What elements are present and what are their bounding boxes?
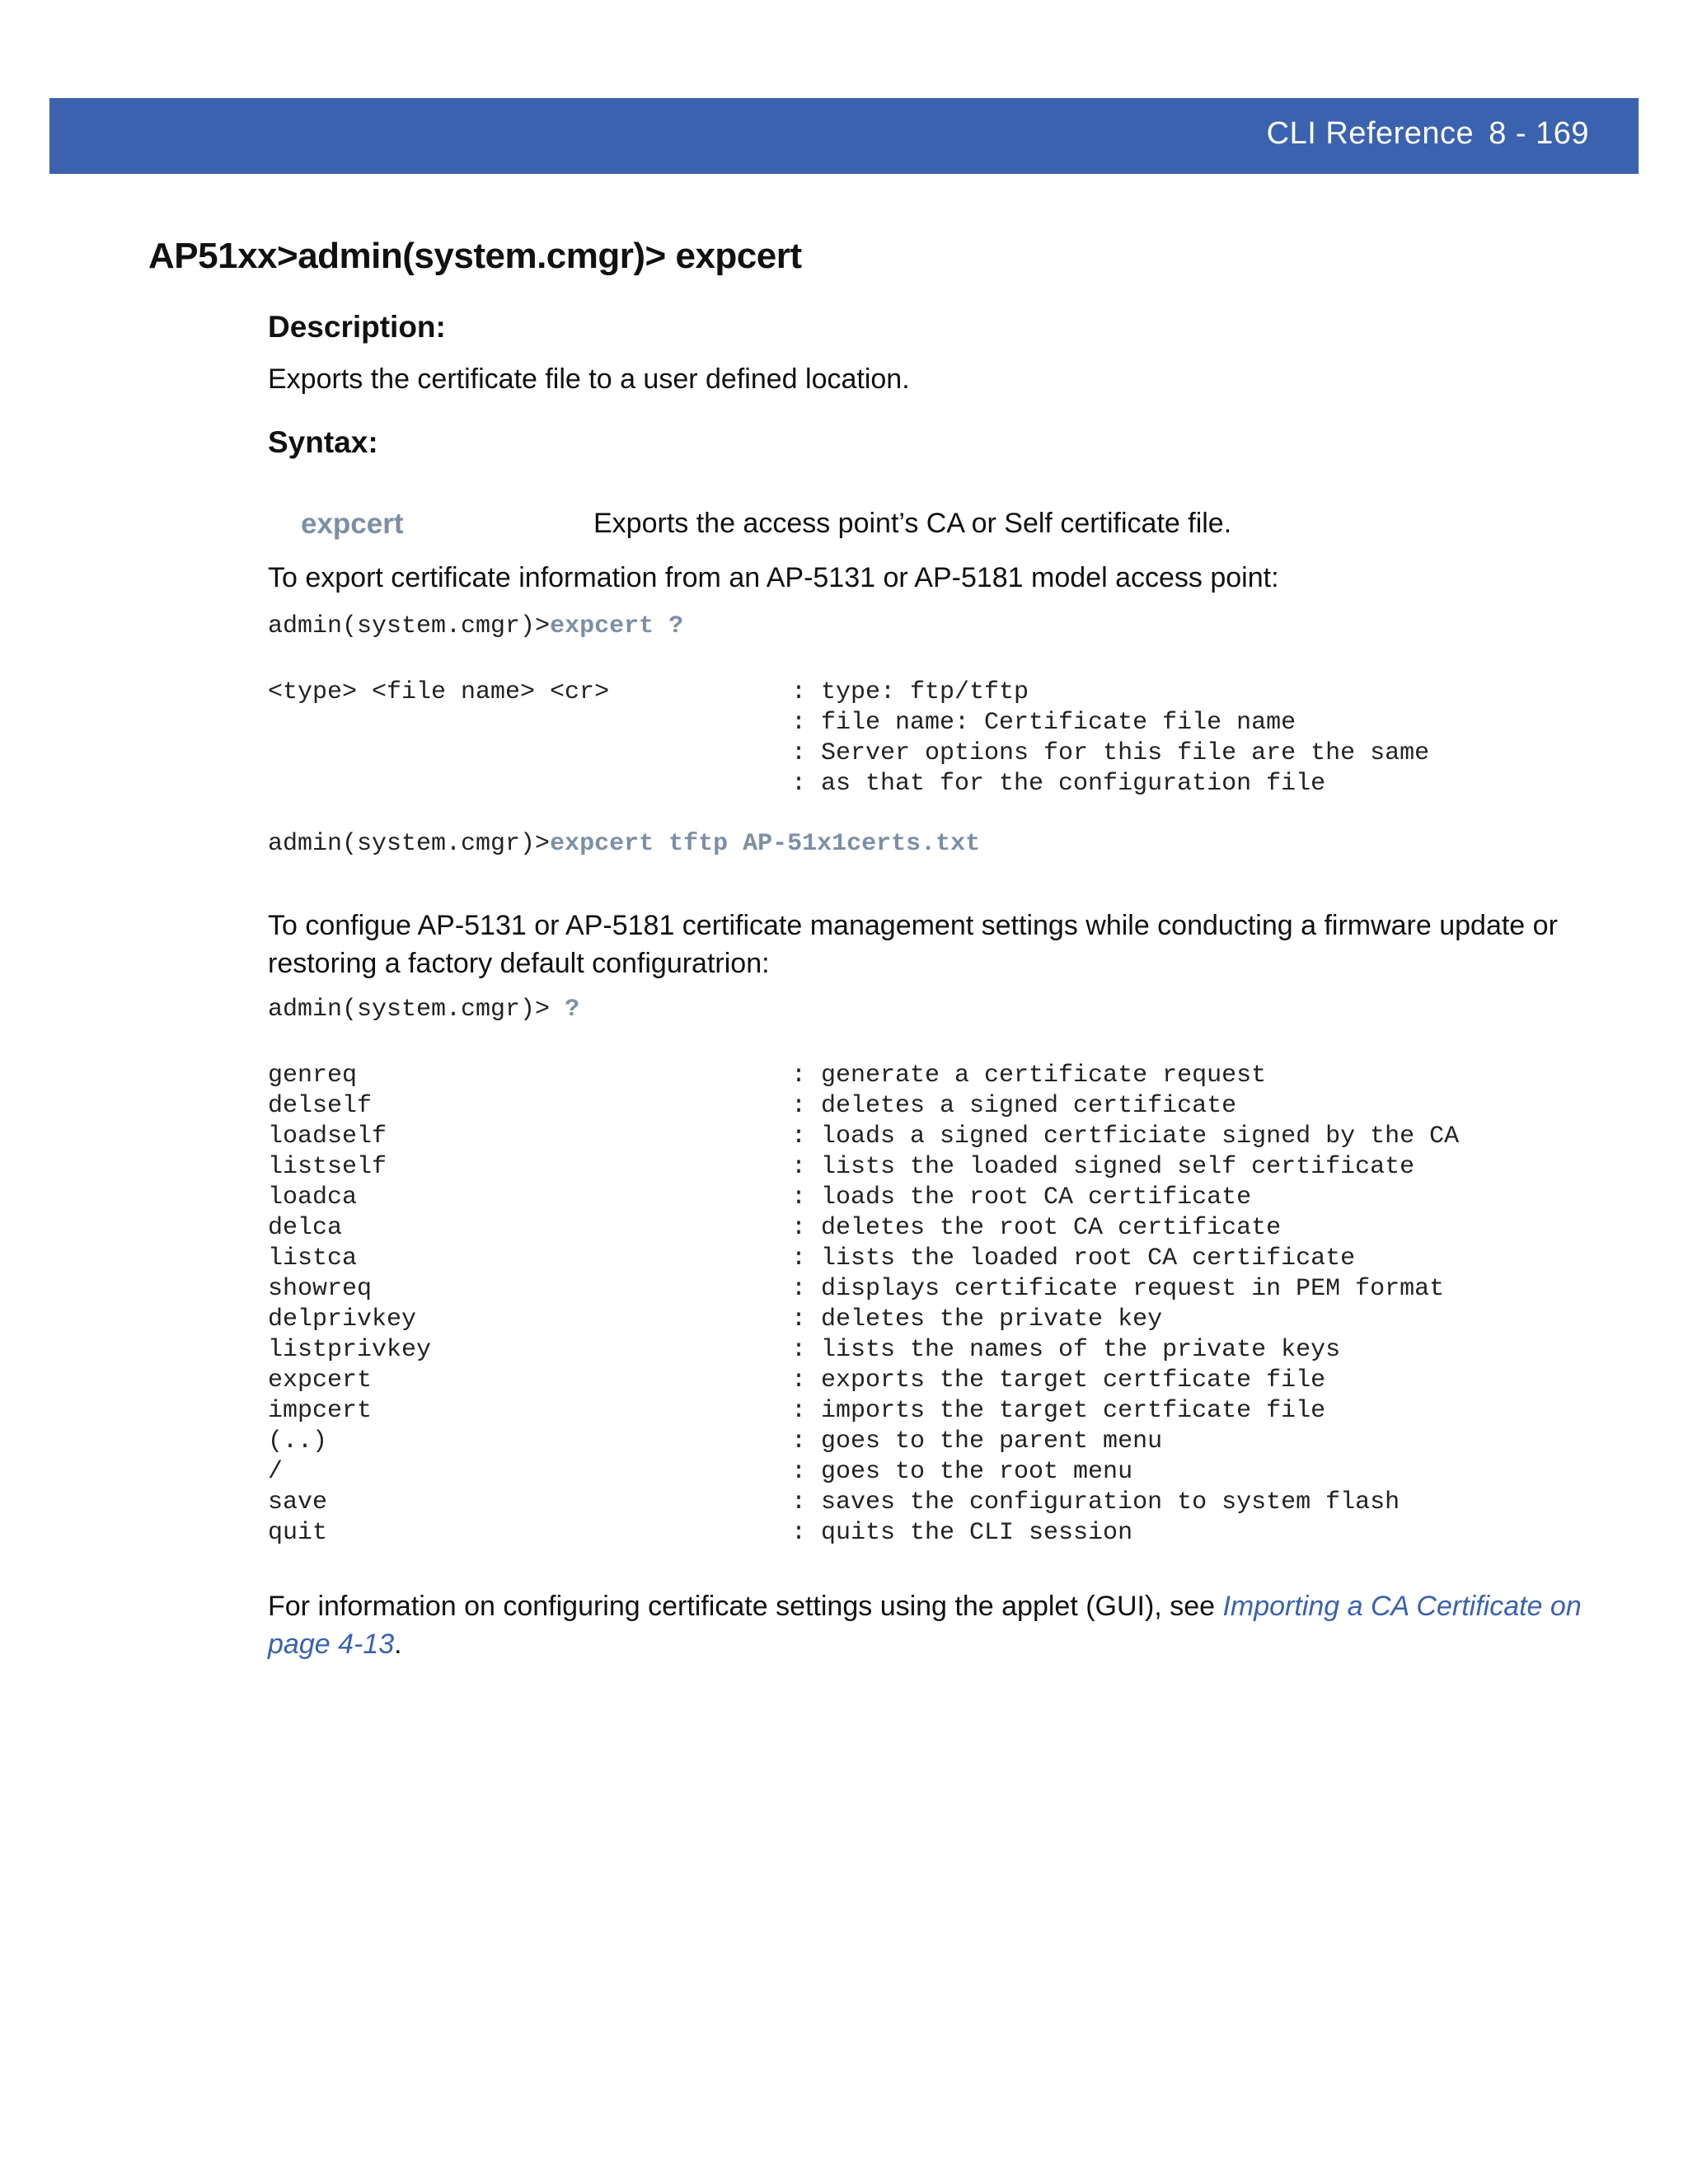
menu-row: loadca : loads the root CA certificate [268,1183,1252,1212]
help-row: : as that for the configuration file [791,770,1326,798]
cli-prompt: admin(system.cmgr)> [268,996,565,1024]
example1-intro: To export certificate information from an AP-5131 or AP-5181 model access point: [268,562,1279,593]
syntax-command: expcert [301,508,404,540]
page-title: AP51xx>admin(system.cmgr)> expcert [148,236,802,276]
menu-row: loadself : loads a signed certficiate signed by the CA [268,1122,1460,1151]
menu-row: delca : deletes the root CA certificate [268,1214,1282,1242]
menu-row: quit : quits the CLI session [268,1519,1133,1547]
page-header-band [49,98,1639,174]
example2-prompt-line [268,995,579,1025]
syntax-heading: Syntax: [268,425,378,459]
header-section-title: CLI Reference [1266,116,1475,151]
description-text: Exports the certificate file to a user defined location. [268,363,910,395]
cli-command: expcert tftp AP-51x1certs.txt [550,830,981,858]
menu-row: save : saves the configuration to system flash [268,1488,1400,1516]
cli-prompt: admin(system.cmgr)> [268,612,551,640]
menu-row: listself : lists the loaded signed self certificate [268,1153,1415,1181]
menu-row: / : goes to the root menu [268,1458,1133,1486]
cli-prompt: admin(system.cmgr)> [268,830,551,858]
footer-note-end: . [394,1629,402,1660]
menu-row: (..) : goes to the parent menu [268,1427,1163,1455]
menu-row: listprivkey : lists the names of the private keys [268,1336,1341,1364]
cli-command: ? [565,996,580,1024]
menu-row: showreq : displays certificate request in PEM format [268,1275,1445,1303]
help-row: : file name: Certificate file name [791,709,1296,737]
help-row: <type> <file name> <cr> : type: ftp/tftp [268,678,1029,706]
footer-note [268,1587,1587,1663]
example1-help-output [268,677,1429,799]
example1-prompt-line [268,612,683,642]
running-header [1267,116,1589,152]
menu-row: listca : lists the loaded root CA certificate [268,1244,1356,1272]
menu-row: delself : deletes a signed certificate [268,1092,1237,1120]
cli-command: expcert ? [550,612,684,640]
header-page-number: 8 - 169 [1489,116,1589,151]
menu-row: delprivkey : deletes the private key [268,1305,1163,1333]
example2-intro: To configue AP-5131 or AP-5181 certificate management settings while conducting a firmware update or restoring a factory default configuratrion: [268,910,1558,979]
footer-note-text: For information on configuring certificate settings using the applet (GUI), see [268,1591,1223,1622]
syntax-command-description: Exports the access point’s CA or Self certificate file. [593,508,1232,539]
help-row: : Server options for this file are the same [791,739,1430,767]
description-heading: Description: [268,310,446,344]
example2-menu-output [268,1061,1459,1549]
menu-row: impcert : imports the target certficate file [268,1397,1326,1425]
menu-row: genreq : generate a certificate request [268,1062,1267,1090]
example1-export-line [268,829,980,860]
menu-row: expcert : exports the target certficate file [268,1366,1326,1394]
cross-reference-link[interactable]: Importing a CA Certificate on page 4-13 [268,1591,1582,1660]
